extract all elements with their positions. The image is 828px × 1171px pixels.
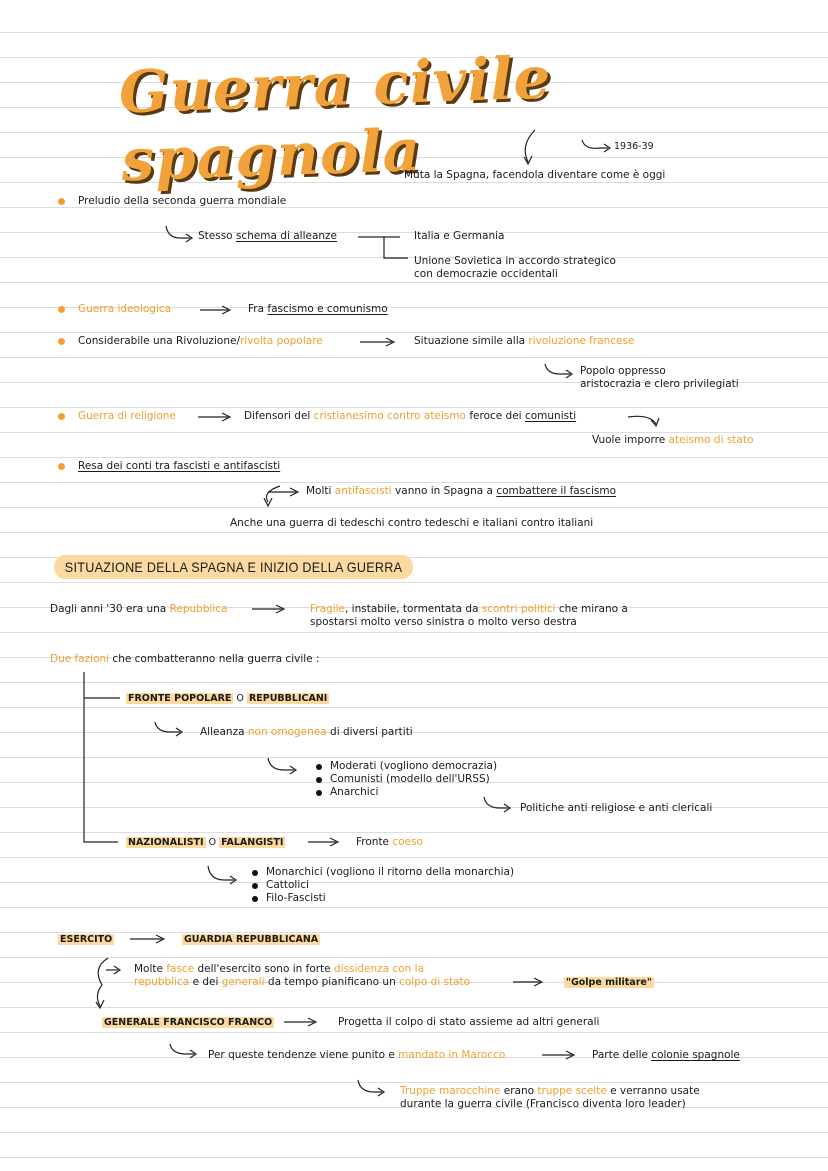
two-factions: Due fazioni che combatteranno nella guerra civile : [50,653,320,665]
army-line2: repubblica e dei generali da tempo pianificano un colpo di stato [134,976,471,988]
anti-religious: Politiche anti religiose e anti clericali [520,802,713,814]
also-war: Anche una guerra di tedeschi contro tedeschi e italiani contro italiani [230,517,594,529]
republican-guard: GUARDIA REPUBBLICANA [184,934,319,945]
nationalist-item: Filo-Fascisti [266,892,326,904]
bullet [316,790,322,796]
nationalist-item: Cattolici [266,879,309,891]
bullet [252,883,258,889]
reckoning-label: Resa dei conti tra fascisti e antifascisti [78,460,281,472]
troops-line1: Truppe marocchine erano truppe scelte e verranno usate [400,1085,700,1097]
bullet [316,777,322,783]
bullet [58,463,65,470]
people-oppressed: Popolo oppresso [580,365,666,377]
religion-label: Guerra di religione [78,410,176,422]
party-item: Anarchici [330,786,379,798]
bullet [58,338,65,345]
page-title: Guerra civile spagnola [117,43,553,195]
alliance-schema: Stesso schema di alleanze [198,230,338,242]
years: 1936-39 [614,141,654,152]
impose-atheism: Vuole imporre ateismo di stato [592,434,754,446]
popular-front-label: FRONTE POPOLARE O REPUBBLICANI [128,693,328,704]
ussr-line2: con democrazie occidentali [414,268,558,280]
bullet [252,870,258,876]
aristocracy: aristocrazia e clero privilegiati [580,378,739,390]
republic-desc2: spostarsi molto verso sinistra o molto verso destra [310,616,577,628]
nationalists-label: NAZIONALISTI O FALANGISTI [128,837,284,848]
party-item: Moderati (vogliono democrazia) [330,760,498,772]
intro-text: Muta la Spagna, facendola diventare come è oggi [404,169,666,181]
nationalist-item: Monarchici (vogliono il ritorno della monarchia) [266,866,515,878]
ideological-label: Guerra ideologica [78,303,172,315]
franco-plans: Progetta il colpo di stato assieme ad altri generali [338,1016,600,1028]
revolution-similar: Situazione simile alla rivoluzione francese [414,335,635,347]
punished-text: Per queste tendenze viene punito e mandato in Marocco [208,1049,506,1061]
army-line1: Molte fasce dell'esercito sono in forte dissidenza con la [134,963,425,975]
troops-line2: durante la guerra civile (Francisco diventa loro leader) [400,1098,686,1110]
prelude-label: Preludio della seconda guerra mondiale [78,195,287,207]
section-heading: SITUAZIONE DELLA SPAGNA E INIZIO DELLA GUERRA [54,555,413,579]
cohesive-front: Fronte coeso [356,836,423,848]
army-label: ESERCITO [60,934,113,945]
arrow [525,130,535,162]
italy-germany: Italia e Germania [414,230,505,242]
bullet [58,198,65,205]
republic-desc1: Fragile, instabile, tormentata da scontri politici che mirano a [310,603,628,615]
golpe-label: "Golpe militare" [566,977,652,988]
ideological-text: Fra fascismo e comunismo [248,303,388,315]
bullet [316,764,322,770]
antifascists-line: Molti antifascisti vanno in Spagna a combattere il fascismo [306,485,617,497]
revolution-text: Considerabile una Rivoluzione/rivolta popolare [78,335,323,347]
bullet [58,413,65,420]
alliance-text: Alleanza non omogenea di diversi partiti [200,726,413,738]
colonies-text: Parte delle colonie spagnole [592,1049,740,1061]
religion-text: Difensori del cristianesimo contro ateismo feroce dei comunisti [244,410,577,422]
republic-text: Dagli anni '30 era una Repubblica [50,603,228,615]
bullet [58,306,65,313]
bullet [252,896,258,902]
arrow-head [524,156,532,164]
ussr-line1: Unione Sovietica in accordo strategico [414,255,616,267]
party-item: Comunisti (modello dell'URSS) [330,773,490,785]
franco-label: GENERALE FRANCISCO FRANCO [104,1017,273,1028]
